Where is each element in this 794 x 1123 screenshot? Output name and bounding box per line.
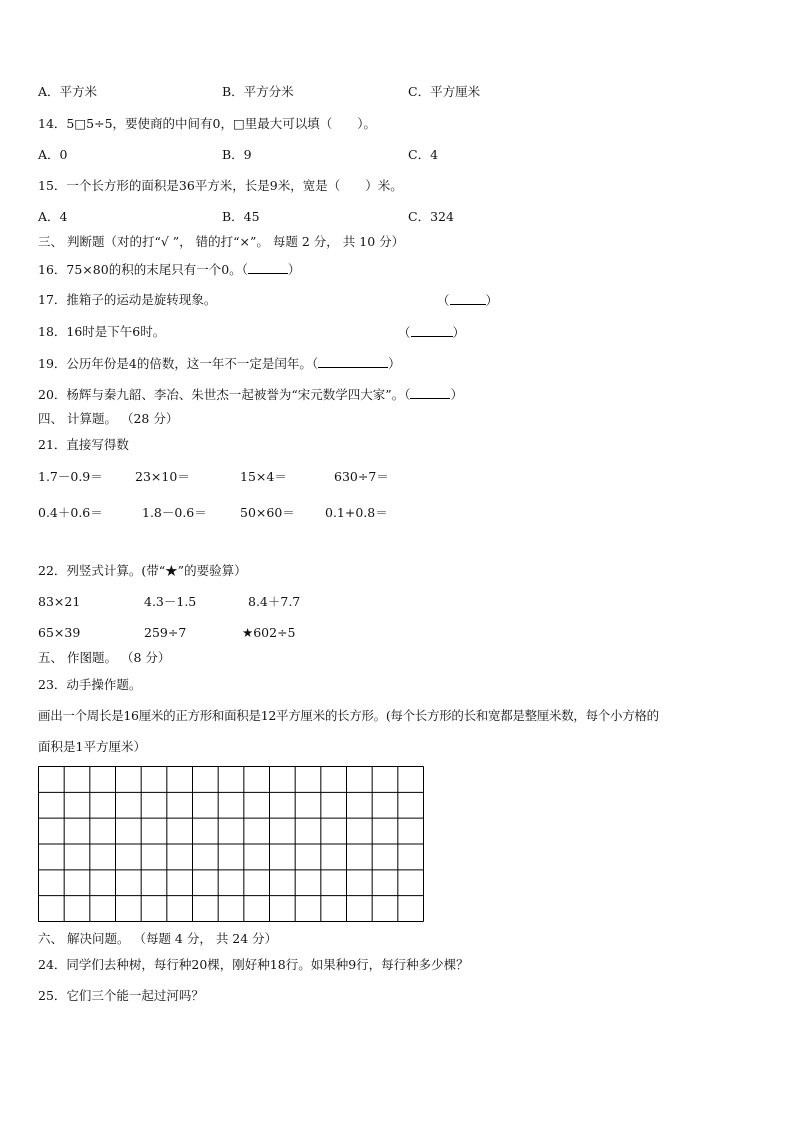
q16 <box>38 261 300 278</box>
q24: 24．同学们去种树，每行种20棵，刚好种18行。如果种9行，每行种多少棵？ <box>38 957 469 972</box>
q19 <box>38 355 401 372</box>
q16-answer-blank[interactable] <box>248 261 288 274</box>
q15-option-c: C．324 <box>408 209 454 224</box>
q20 <box>38 386 463 403</box>
q22-item: 8.4＋7.7 <box>248 594 301 609</box>
q16-text: 16．75×80的积的末尾只有一个0。（ <box>38 262 248 277</box>
q20-text: 20．杨辉与秦九韶、李冶、朱世杰一起被誉为“宋元数学四大家”。（ <box>38 387 411 402</box>
q18-open: （ <box>398 325 411 340</box>
q17-close: ） <box>485 293 499 308</box>
section5-title: 五、 作图题。 （8 分） <box>38 650 171 665</box>
q22-item: 65×39 <box>38 625 81 640</box>
q25: 25．它们三个能一起过河吗？ <box>38 988 204 1003</box>
q17-text: 17．推箱子的运动是旋转现象。 <box>38 292 217 307</box>
q17-open: （ <box>437 293 450 308</box>
q18-bracket <box>398 324 465 341</box>
q20-close: ） <box>450 387 463 402</box>
q18-answer-blank[interactable] <box>411 324 453 337</box>
section3-title: 三、 判断题（对的打“√ ”， 错的打“×”。 每题 2 分， 共 10 分） <box>38 234 405 249</box>
q21-title: 21．直接写得数 <box>38 437 129 452</box>
q21-item: 23×10＝ <box>135 469 190 484</box>
q22-item: 83×21 <box>38 594 81 609</box>
q23-line2: 面积是1平方厘米） <box>38 739 146 754</box>
q19-answer-blank[interactable] <box>318 355 388 368</box>
q15-option-a: A．4 <box>38 209 68 224</box>
q18-close: ） <box>452 325 466 340</box>
q21-item: 15×4＝ <box>240 469 287 484</box>
q14-option-c: C．4 <box>408 147 439 162</box>
q17-bracket <box>437 292 498 309</box>
q14-option-b: B．9 <box>222 147 252 162</box>
section6-title: 六、 解决问题。 （每题 4 分， 共 24 分） <box>38 931 278 946</box>
q13-option-a: A．平方米 <box>38 84 98 99</box>
q22-item: ★602÷5 <box>242 625 296 640</box>
q15-option-b: B．45 <box>222 209 260 224</box>
q21-item: 0.4＋0.6＝ <box>38 505 103 520</box>
q22-title: 22．列竖式计算。(带“★”的要验算） <box>38 563 247 578</box>
q13-option-c: C．平方厘米 <box>408 84 481 99</box>
section4-title: 四、 计算题。 （28 分） <box>38 411 179 426</box>
q23-line1: 画出一个周长是16厘米的正方形和面积是12平方厘米的长方形。(每个长方形的长和宽都是整厘米数，每个小方格的 <box>38 708 659 723</box>
q19-close: ） <box>388 356 401 371</box>
q21-item: 630÷7＝ <box>334 469 389 484</box>
q21-item: 1.7－0.9＝ <box>38 469 103 484</box>
q15-stem: 15．一个长方形的面积是36平方米，长是9米，宽是（ ）米。 <box>38 178 403 193</box>
q21-item: 0.1+0.8＝ <box>325 505 388 520</box>
q22-item: 4.3－1.5 <box>144 594 197 609</box>
q14-option-a: A．0 <box>38 147 68 162</box>
q14-stem: 14．5□5÷5，要使商的中间有0，□里最大可以填（ ）。 <box>38 116 377 131</box>
q17-answer-blank[interactable] <box>450 292 486 305</box>
q13-option-b: B．平方分米 <box>222 84 294 99</box>
q20-answer-blank[interactable] <box>410 386 450 399</box>
q21-item: 50×60＝ <box>240 505 295 520</box>
q19-text: 19．公历年份是4的倍数，这一年不一定是闰年。（ <box>38 356 319 371</box>
q23-title: 23．动手操作题。 <box>38 677 142 692</box>
q16-close: ） <box>287 262 301 277</box>
square-grid[interactable] <box>38 766 424 922</box>
q18-text: 18．16时是下午6时。 <box>38 324 166 339</box>
q22-item: 259÷7 <box>144 625 187 640</box>
q21-item: 1.8－0.6＝ <box>142 505 207 520</box>
